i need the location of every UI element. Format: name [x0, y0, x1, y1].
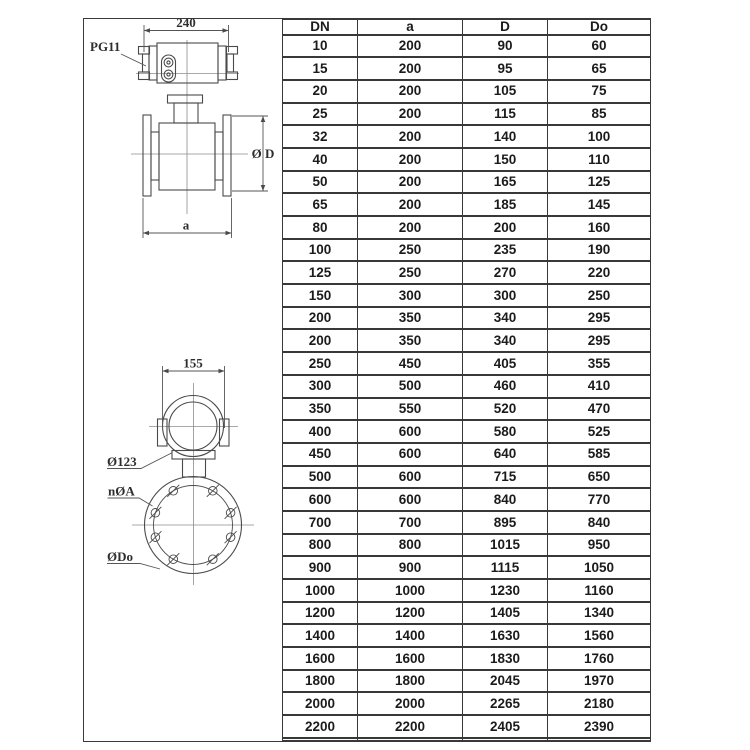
- table-row: [283, 261, 651, 284]
- table-cell: 525: [548, 420, 651, 443]
- housing-width-dimension-label: 240: [176, 18, 196, 30]
- table-cell: 40: [283, 148, 358, 171]
- table-cell: 1200: [358, 602, 463, 625]
- table-cell: 950: [548, 534, 651, 557]
- table-cell: 1160: [548, 579, 651, 602]
- table-row: [283, 624, 651, 647]
- table-cell: 165: [463, 171, 548, 194]
- table-cell: 1400: [358, 624, 463, 647]
- table-cell: 32: [283, 125, 358, 148]
- table-cell: 550: [358, 398, 463, 421]
- table-cell: 450: [358, 352, 463, 375]
- table-cell: 1800: [283, 670, 358, 693]
- table-row: [283, 692, 651, 715]
- table-cell: 355: [548, 352, 651, 375]
- table-row: [283, 193, 651, 216]
- table-cell: 115: [463, 103, 548, 126]
- table-cell: 1015: [463, 534, 548, 557]
- table-row: [283, 329, 651, 352]
- table-row: [283, 148, 651, 171]
- table-cell: 65: [548, 57, 651, 80]
- table-cell: 800: [358, 534, 463, 557]
- table-cell: 460: [463, 375, 548, 398]
- table-cell: 1000: [358, 579, 463, 602]
- table-cell: 1970: [548, 670, 651, 693]
- table-cell: 470: [548, 398, 651, 421]
- table-cell: 900: [283, 556, 358, 579]
- table-header-row: [283, 19, 651, 35]
- table-cell: 105: [463, 80, 548, 103]
- table-cell: 50: [283, 171, 358, 194]
- table-cell: 250: [358, 239, 463, 262]
- table-row: [283, 284, 651, 307]
- header-cell-d: D: [463, 19, 548, 35]
- table-row: [283, 647, 651, 670]
- table-cell: 600: [283, 488, 358, 511]
- table-cell: 2045: [463, 670, 548, 693]
- table-cell: 700: [283, 511, 358, 534]
- table-cell: 145: [548, 193, 651, 216]
- table-cell: 900: [358, 556, 463, 579]
- bolt-holes-dimension-label: nØA: [108, 483, 135, 499]
- flange-diameter-dimension-label: Ø D: [251, 146, 275, 161]
- table-row: [283, 466, 651, 489]
- table-cell: 200: [283, 307, 358, 330]
- table-row: [283, 125, 651, 148]
- table-cell: 1200: [283, 602, 358, 625]
- table-cell: 405: [463, 352, 548, 375]
- table-row: [283, 375, 651, 398]
- table-cell: 600: [358, 488, 463, 511]
- table-cell: [358, 738, 463, 741]
- table-cell: 650: [548, 466, 651, 489]
- head-diameter-dimension-label: Ø123: [107, 454, 137, 469]
- table-cell: 450: [283, 443, 358, 466]
- table-cell: 100: [283, 239, 358, 262]
- flowmeter-front-view: [107, 356, 254, 586]
- table-cell: 580: [463, 420, 548, 443]
- table-cell: 840: [463, 488, 548, 511]
- table-cell: 1600: [358, 647, 463, 670]
- table-cell: 2390: [548, 715, 651, 738]
- table-cell: 300: [463, 284, 548, 307]
- table-cell: 340: [463, 307, 548, 330]
- table-cell: 770: [548, 488, 651, 511]
- table-cell: 200: [358, 216, 463, 239]
- dimension-drawing: [83, 18, 282, 742]
- table-cell: 150: [283, 284, 358, 307]
- table-row: [283, 715, 651, 738]
- table-row: [283, 398, 651, 421]
- head-width-dimension-label: 155: [183, 355, 203, 371]
- table-cell: 1560: [548, 624, 651, 647]
- table-cell: 1800: [358, 670, 463, 693]
- table-cell: 2200: [358, 715, 463, 738]
- table-row: [283, 511, 651, 534]
- table-cell: 2000: [283, 692, 358, 715]
- table-cell: 185: [463, 193, 548, 216]
- table-cell: 520: [463, 398, 548, 421]
- dimension-table: [282, 18, 651, 742]
- flange-outer-diameter-dimension-label: ØDo: [107, 549, 133, 564]
- table-body: [283, 35, 651, 742]
- table-row: [283, 35, 651, 58]
- table-cell: 350: [358, 307, 463, 330]
- table-row: [283, 239, 651, 262]
- table-row: [283, 80, 651, 103]
- table-cell: 715: [463, 466, 548, 489]
- table-cell: 200: [463, 216, 548, 239]
- table-cell: 1000: [283, 579, 358, 602]
- table-cell: 200: [358, 193, 463, 216]
- table-cell: 1630: [463, 624, 548, 647]
- table-cell: 200: [358, 171, 463, 194]
- table-cell: 2405: [463, 715, 548, 738]
- table-cell: 2180: [548, 692, 651, 715]
- table-cell: 95: [463, 57, 548, 80]
- table-cell: 65: [283, 193, 358, 216]
- cable-gland-label: PG11: [90, 39, 121, 54]
- table-cell: 1405: [463, 602, 548, 625]
- table-cell: 295: [548, 307, 651, 330]
- table-row: [283, 171, 651, 194]
- table-cell: 600: [358, 420, 463, 443]
- table-cell: 585: [548, 443, 651, 466]
- table-row: [283, 738, 651, 741]
- table-row: [283, 443, 651, 466]
- table-cell: 300: [358, 284, 463, 307]
- table-cell: [463, 738, 548, 741]
- table-cell: 1600: [283, 647, 358, 670]
- table-cell: 1340: [548, 602, 651, 625]
- table-row: [283, 57, 651, 80]
- table-row: [283, 488, 651, 511]
- table-cell: 85: [548, 103, 651, 126]
- table-cell: 600: [358, 466, 463, 489]
- table-row: [283, 420, 651, 443]
- table-cell: 1830: [463, 647, 548, 670]
- table-cell: 895: [463, 511, 548, 534]
- table-cell: 1230: [463, 579, 548, 602]
- table-cell: 80: [283, 216, 358, 239]
- table-cell: 500: [283, 466, 358, 489]
- table-cell: 400: [283, 420, 358, 443]
- table-row: [283, 216, 651, 239]
- table-cell: 235: [463, 239, 548, 262]
- table-cell: 1115: [463, 556, 548, 579]
- table-cell: 140: [463, 125, 548, 148]
- table-row: [283, 556, 651, 579]
- table-cell: 250: [548, 284, 651, 307]
- table-cell: 100: [548, 125, 651, 148]
- table-row: [283, 307, 651, 330]
- table-cell: 1760: [548, 647, 651, 670]
- table-cell: 2200: [283, 715, 358, 738]
- table-cell: 700: [358, 511, 463, 534]
- table-cell: 600: [358, 443, 463, 466]
- table-cell: 200: [358, 148, 463, 171]
- table-row: [283, 534, 651, 557]
- table-cell: 150: [463, 148, 548, 171]
- header-cell-dn: DN: [283, 19, 358, 35]
- table-cell: 270: [463, 261, 548, 284]
- table-cell: 410: [548, 375, 651, 398]
- table-cell: 200: [283, 329, 358, 352]
- header-cell-a: a: [358, 19, 463, 35]
- table-cell: 220: [548, 261, 651, 284]
- table-cell: 295: [548, 329, 651, 352]
- table-cell: 200: [358, 80, 463, 103]
- table-cell: 25: [283, 103, 358, 126]
- table-cell: [283, 738, 358, 741]
- table-cell: 250: [358, 261, 463, 284]
- table-cell: 75: [548, 80, 651, 103]
- table-cell: 125: [283, 261, 358, 284]
- table-cell: 200: [358, 35, 463, 58]
- table-cell: 250: [283, 352, 358, 375]
- table-row: [283, 602, 651, 625]
- header-cell-do: Do: [548, 19, 651, 35]
- table-cell: 110: [548, 148, 651, 171]
- table-cell: 10: [283, 35, 358, 58]
- table-cell: 200: [358, 103, 463, 126]
- table-cell: 125: [548, 171, 651, 194]
- table-cell: 350: [283, 398, 358, 421]
- table-cell: 20: [283, 80, 358, 103]
- table-cell: 300: [283, 375, 358, 398]
- table-cell: 640: [463, 443, 548, 466]
- table-cell: 200: [358, 57, 463, 80]
- table-cell: 1050: [548, 556, 651, 579]
- table-cell: 200: [358, 125, 463, 148]
- table-cell: 500: [358, 375, 463, 398]
- table-cell: 840: [548, 511, 651, 534]
- table-cell: 90: [463, 35, 548, 58]
- table-row: [283, 352, 651, 375]
- body-length-dimension-label: a: [182, 217, 190, 233]
- table-cell: 190: [548, 239, 651, 262]
- table-cell: 60: [548, 35, 651, 58]
- table-cell: 15: [283, 57, 358, 80]
- table-row: [283, 103, 651, 126]
- table-cell: 1400: [283, 624, 358, 647]
- table-cell: 2000: [358, 692, 463, 715]
- table-cell: 350: [358, 329, 463, 352]
- table-row: [283, 579, 651, 602]
- table-cell: [548, 738, 651, 741]
- table-cell: 800: [283, 534, 358, 557]
- table-cell: 340: [463, 329, 548, 352]
- table-cell: 160: [548, 216, 651, 239]
- table-cell: 2265: [463, 692, 548, 715]
- table-row: [283, 670, 651, 693]
- flowmeter-side-view: [90, 18, 274, 238]
